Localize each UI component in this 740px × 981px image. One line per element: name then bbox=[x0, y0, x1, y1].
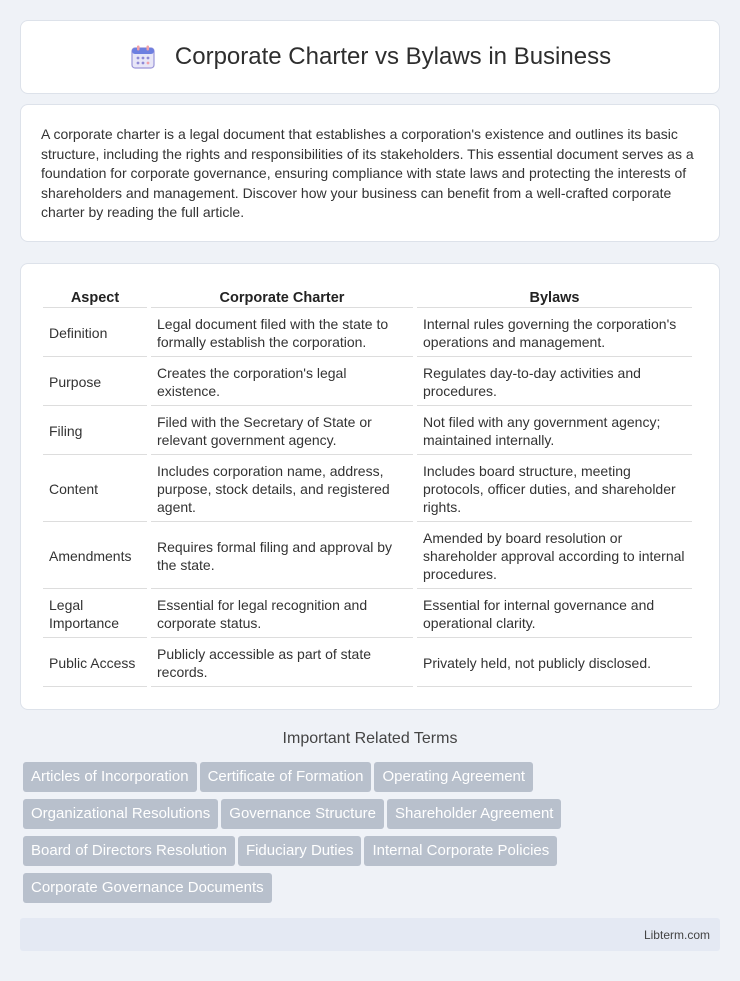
row-charter: Essential for legal recognition and corporate status. bbox=[151, 589, 413, 638]
related-term-tag[interactable]: Organizational Resolutions bbox=[23, 799, 218, 829]
column-header-aspect: Aspect bbox=[43, 284, 147, 308]
related-term-tag[interactable]: Certificate of Formation bbox=[200, 762, 372, 792]
related-term-tag[interactable]: Corporate Governance Documents bbox=[23, 873, 272, 903]
related-term-tag[interactable]: Board of Directors Resolution bbox=[23, 836, 235, 866]
comparison-table bbox=[39, 284, 696, 687]
table-row bbox=[43, 357, 692, 406]
related-terms-title: Important Related Terms bbox=[282, 730, 458, 747]
intro-paragraph: A corporate charter is a legal document that establishes a corporation's existence and outlines its basic structure, including the rights and responsibilities of its stakeholders. This essential document serves as a foundation for corporate governance, ensuring compliance with state laws and protecting the interests of shareholders and management. Discover how your business can benefit from a well-crafted corporate charter by reading the full article. bbox=[41, 126, 694, 220]
header-card bbox=[20, 20, 720, 94]
related-terms-list bbox=[23, 762, 723, 910]
row-charter: Requires formal filing and approval by the state. bbox=[151, 522, 413, 589]
related-term-tag[interactable]: Governance Structure bbox=[221, 799, 384, 829]
related-term-tag[interactable]: Operating Agreement bbox=[374, 762, 533, 792]
footer-site-link[interactable]: Libterm.com bbox=[643, 927, 710, 942]
row-bylaws: Amended by board resolution or shareholder approval according to internal procedures. bbox=[417, 522, 692, 589]
row-aspect: Public Access bbox=[43, 638, 147, 687]
related-term-tag[interactable]: Internal Corporate Policies bbox=[364, 836, 557, 866]
header bbox=[129, 43, 611, 71]
table-row bbox=[43, 406, 692, 455]
column-header-bylaws: Bylaws bbox=[417, 284, 692, 308]
column-header-charter: Corporate Charter bbox=[151, 284, 413, 308]
row-bylaws: Essential for internal governance and operational clarity. bbox=[417, 589, 692, 638]
related-term-tag[interactable]: Articles of Incorporation bbox=[23, 762, 197, 792]
table-row bbox=[43, 455, 692, 522]
related-term-tag[interactable]: Shareholder Agreement bbox=[387, 799, 561, 829]
related-term-tag[interactable]: Fiduciary Duties bbox=[238, 836, 362, 866]
table-row bbox=[43, 522, 692, 589]
row-aspect: Definition bbox=[43, 308, 147, 357]
footer bbox=[20, 918, 720, 951]
row-charter: Legal document filed with the state to formally establish the corporation. bbox=[151, 308, 413, 357]
row-bylaws: Not filed with any government agency; maintained internally. bbox=[417, 406, 692, 455]
row-aspect: Legal Importance bbox=[43, 589, 147, 638]
intro-card bbox=[20, 104, 720, 242]
table-row bbox=[43, 308, 692, 357]
row-bylaws: Internal rules governing the corporation's operations and management. bbox=[417, 308, 692, 357]
row-bylaws: Includes board structure, meeting protocols, officer duties, and shareholder rights. bbox=[417, 455, 692, 522]
row-aspect: Amendments bbox=[43, 522, 147, 589]
table-row bbox=[43, 638, 692, 687]
calendar-icon bbox=[129, 43, 157, 71]
table-header-row bbox=[43, 284, 692, 308]
row-bylaws: Privately held, not publicly disclosed. bbox=[417, 638, 692, 687]
comparison-card bbox=[20, 263, 720, 710]
row-aspect: Purpose bbox=[43, 357, 147, 406]
page-title: Corporate Charter vs Bylaws in Business bbox=[174, 43, 612, 70]
row-bylaws: Regulates day-to-day activities and procedures. bbox=[417, 357, 692, 406]
row-charter: Creates the corporation's legal existence. bbox=[151, 357, 413, 406]
row-charter: Filed with the Secretary of State or relevant government agency. bbox=[151, 406, 413, 455]
row-charter: Includes corporation name, address, purpose, stock details, and registered agent. bbox=[151, 455, 413, 522]
row-charter: Publicly accessible as part of state records. bbox=[151, 638, 413, 687]
table-row bbox=[43, 589, 692, 638]
row-aspect: Content bbox=[43, 455, 147, 522]
row-aspect: Filing bbox=[43, 406, 147, 455]
